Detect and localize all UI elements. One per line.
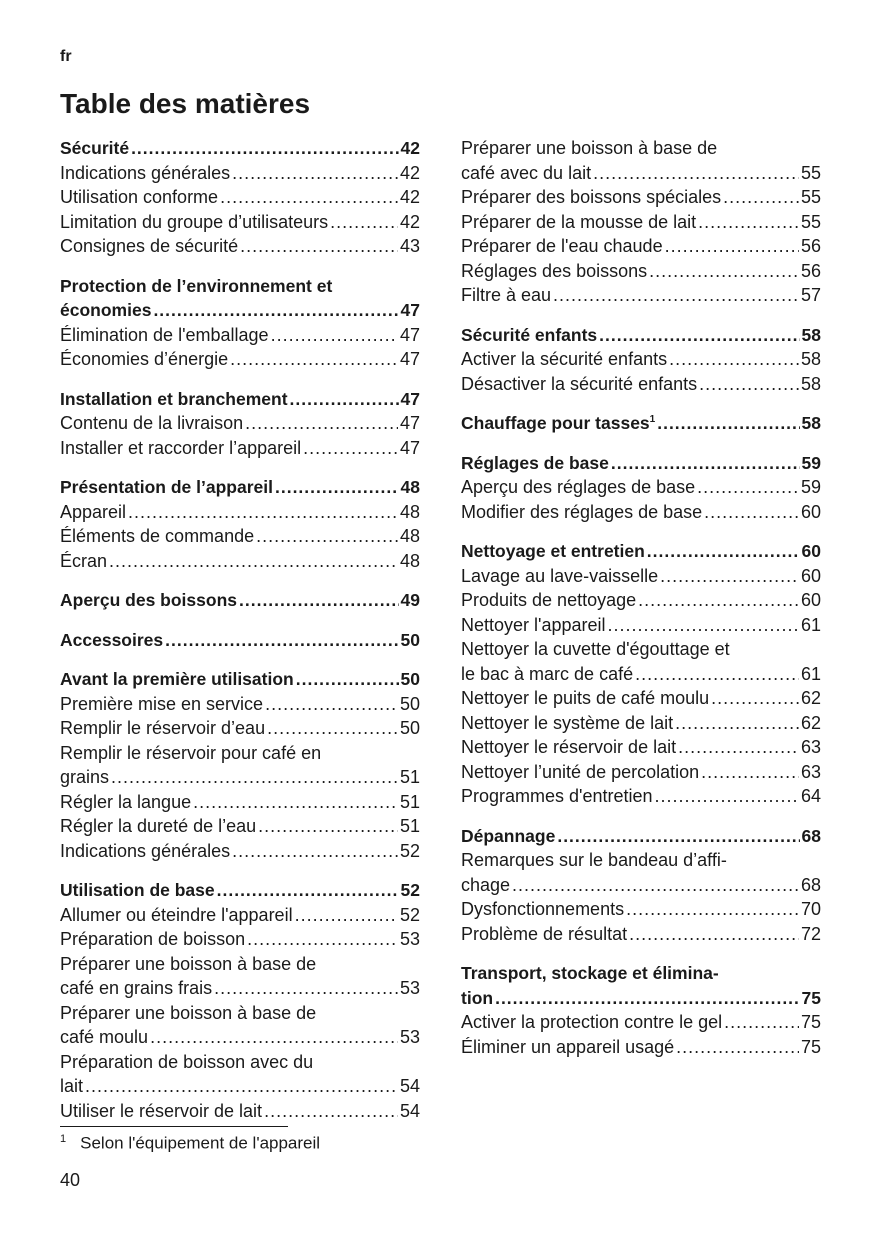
- toc-entry[interactable]: Nettoyer le puits de café moulu ..... 62: [461, 686, 821, 711]
- toc-entry-line[interactable]: Remplir le réservoir pour café en: [60, 742, 322, 763]
- toc-entry[interactable]: Appareil ..... 48: [60, 500, 420, 525]
- toc-heading-line[interactable]: Transport, stockage et élimina-: [461, 963, 719, 983]
- toc-entry[interactable]: Écran ..... 48: [60, 549, 420, 574]
- toc-entry[interactable]: café en grains frais ..... 53: [60, 976, 420, 1001]
- toc-section: [461, 961, 821, 1059]
- toc-entry[interactable]: Régler la dureté de l’eau ..... 51: [60, 814, 420, 839]
- toc-entry-line[interactable]: Préparer une boisson à base de: [60, 1002, 317, 1023]
- toc-section: [461, 451, 821, 525]
- toc-heading[interactable]: Sécurité ..... 42: [60, 136, 420, 161]
- toc-entry-line[interactable]: Remarques sur le bandeau d’affi-: [461, 850, 727, 870]
- toc-entry[interactable]: café avec du lait ..... 55: [461, 161, 821, 186]
- toc-section: [461, 411, 821, 436]
- toc-section: [60, 588, 420, 613]
- toc-entry[interactable]: le bac à marc de café ..... 61: [461, 662, 821, 687]
- toc-entry[interactable]: Dysfonctionnements ..... 70: [461, 897, 821, 922]
- toc-heading[interactable]: Dépannage ..... 68: [461, 824, 821, 849]
- toc-section: [60, 628, 420, 653]
- toc-entry[interactable]: Indications générales ..... 52: [60, 839, 420, 864]
- toc-entry[interactable]: Installer et raccorder l’appareil ..... 47: [60, 436, 420, 461]
- toc-entry[interactable]: Désactiver la sécurité enfants ..... 58: [461, 372, 821, 397]
- toc-section: [60, 475, 420, 573]
- toc-heading-line[interactable]: Protection de l’environnement et: [60, 275, 333, 296]
- toc-entry[interactable]: Consignes de sécurité ..... 43: [60, 234, 420, 259]
- toc-entry[interactable]: Nettoyer le réservoir de lait ..... 63: [461, 735, 821, 760]
- toc-entry[interactable]: Préparation de boisson ..... 53: [60, 927, 420, 952]
- toc-entry[interactable]: Préparer des boissons spéciales ..... 55: [461, 185, 821, 210]
- toc-entry[interactable]: Utiliser le réservoir de lait ..... 54: [60, 1099, 420, 1124]
- toc-entry[interactable]: Allumer ou éteindre l'appareil ..... 52: [60, 903, 420, 928]
- toc-heading[interactable]: économies ..... 47: [60, 298, 420, 323]
- page-number: 40: [60, 1170, 81, 1190]
- footnote-mark: 1: [60, 1133, 67, 1145]
- toc-heading[interactable]: Sécurité enfants ..... 58: [461, 323, 821, 348]
- toc-entry[interactable]: Nettoyer le système de lait ..... 62: [461, 711, 821, 736]
- toc-entry[interactable]: Aperçu des réglages de base ..... 59: [461, 475, 821, 500]
- toc-entry[interactable]: Problème de résultat ..... 72: [461, 922, 821, 947]
- page-title: Table des matières: [60, 88, 311, 119]
- toc-section: [461, 323, 821, 397]
- toc-entry[interactable]: Réglages des boissons ..... 56: [461, 259, 821, 284]
- toc-heading[interactable]: Avant la première utilisation ..... 50: [60, 667, 420, 692]
- footnote-text: Selon l'équipement de l'appareil: [80, 1133, 321, 1153]
- toc-heading[interactable]: Utilisation de base ..... 52: [60, 878, 420, 903]
- toc-entry[interactable]: Économies d’énergie ..... 47: [60, 347, 420, 372]
- toc-column-left: [60, 136, 420, 1138]
- toc-heading[interactable]: tion ..... 75: [461, 986, 821, 1011]
- toc-entry[interactable]: Utilisation conforme ..... 42: [60, 185, 420, 210]
- toc-entry-line[interactable]: Préparer une boisson à base de: [461, 138, 718, 158]
- toc-entry[interactable]: Filtre à eau ..... 57: [461, 283, 821, 308]
- toc-entry[interactable]: Limitation du groupe d’utilisateurs ..... 42: [60, 210, 420, 235]
- toc-section: [461, 136, 821, 308]
- toc-heading[interactable]: Accessoires ..... 50: [60, 628, 420, 653]
- footnote-reference: 1: [649, 414, 656, 426]
- toc-section: [461, 824, 821, 947]
- toc-heading[interactable]: Présentation de l’appareil ..... 48: [60, 475, 420, 500]
- toc-heading[interactable]: Aperçu des boissons ..... 49: [60, 588, 420, 613]
- toc-entry[interactable]: Nettoyer l’unité de percolation ..... 63: [461, 760, 821, 785]
- toc-heading[interactable]: Installation et branchement ..... 47: [60, 387, 420, 412]
- toc-entry[interactable]: Produits de nettoyage ..... 60: [461, 588, 821, 613]
- footnote-divider: [60, 1126, 288, 1127]
- toc-heading-text: Chauffage pour tasses: [461, 413, 650, 433]
- toc-section: [60, 274, 420, 372]
- toc-entry[interactable]: Nettoyer l'appareil ..... 61: [461, 613, 821, 638]
- toc-entry[interactable]: grains ..... 51: [60, 765, 420, 790]
- toc-entry[interactable]: Indications générales ..... 42: [60, 161, 420, 186]
- toc-heading[interactable]: Réglages de base ..... 59: [461, 451, 821, 476]
- toc-entry[interactable]: Activer la sécurité enfants ..... 58: [461, 347, 821, 372]
- toc-section: [461, 539, 821, 809]
- toc-section: [60, 387, 420, 461]
- toc-entry-line[interactable]: Préparation de boisson avec du: [60, 1051, 314, 1072]
- toc-section: [60, 136, 420, 259]
- toc-entry[interactable]: Régler la langue ..... 51: [60, 790, 420, 815]
- footnote: [60, 1133, 320, 1154]
- toc-entry[interactable]: Activer la protection contre le gel ..... 75: [461, 1010, 821, 1035]
- toc-entry-line[interactable]: Nettoyer la cuvette d'égouttage et: [461, 639, 730, 659]
- toc-column-right: [461, 136, 821, 1074]
- toc-section: [60, 667, 420, 863]
- toc-entry[interactable]: Programmes d'entretien ..... 64: [461, 784, 821, 809]
- toc-entry[interactable]: Préparer de l'eau chaude ..... 56: [461, 234, 821, 259]
- toc-entry[interactable]: Remplir le réservoir d’eau ..... 50: [60, 716, 420, 741]
- toc-entry[interactable]: Éléments de commande ..... 48: [60, 524, 420, 549]
- toc-section: [60, 878, 420, 1123]
- toc-entry[interactable]: Première mise en service ..... 50: [60, 692, 420, 717]
- toc-entry[interactable]: Élimination de l'emballage ..... 47: [60, 323, 420, 348]
- toc-entry[interactable]: Préparer de la mousse de lait ..... 55: [461, 210, 821, 235]
- toc-entry[interactable]: Modifier des réglages de base ..... 60: [461, 500, 821, 525]
- toc-heading[interactable]: Chauffage pour tasses$^1$ ..... 58: [461, 411, 821, 436]
- toc-entry[interactable]: Lavage au lave-vaisselle ..... 60: [461, 564, 821, 589]
- toc-entry[interactable]: café moulu ..... 53: [60, 1025, 420, 1050]
- toc-entry-line[interactable]: Préparer une boisson à base de: [60, 953, 317, 974]
- toc-entry[interactable]: chage ..... 68: [461, 873, 821, 898]
- toc-heading[interactable]: Nettoyage et entretien ..... 60: [461, 539, 821, 564]
- toc-entry[interactable]: Éliminer un appareil usagé ..... 75: [461, 1035, 821, 1060]
- toc-entry[interactable]: Contenu de la livraison ..... 47: [60, 411, 420, 436]
- language-label: fr: [60, 48, 72, 65]
- toc-entry[interactable]: lait ..... 54: [60, 1074, 420, 1099]
